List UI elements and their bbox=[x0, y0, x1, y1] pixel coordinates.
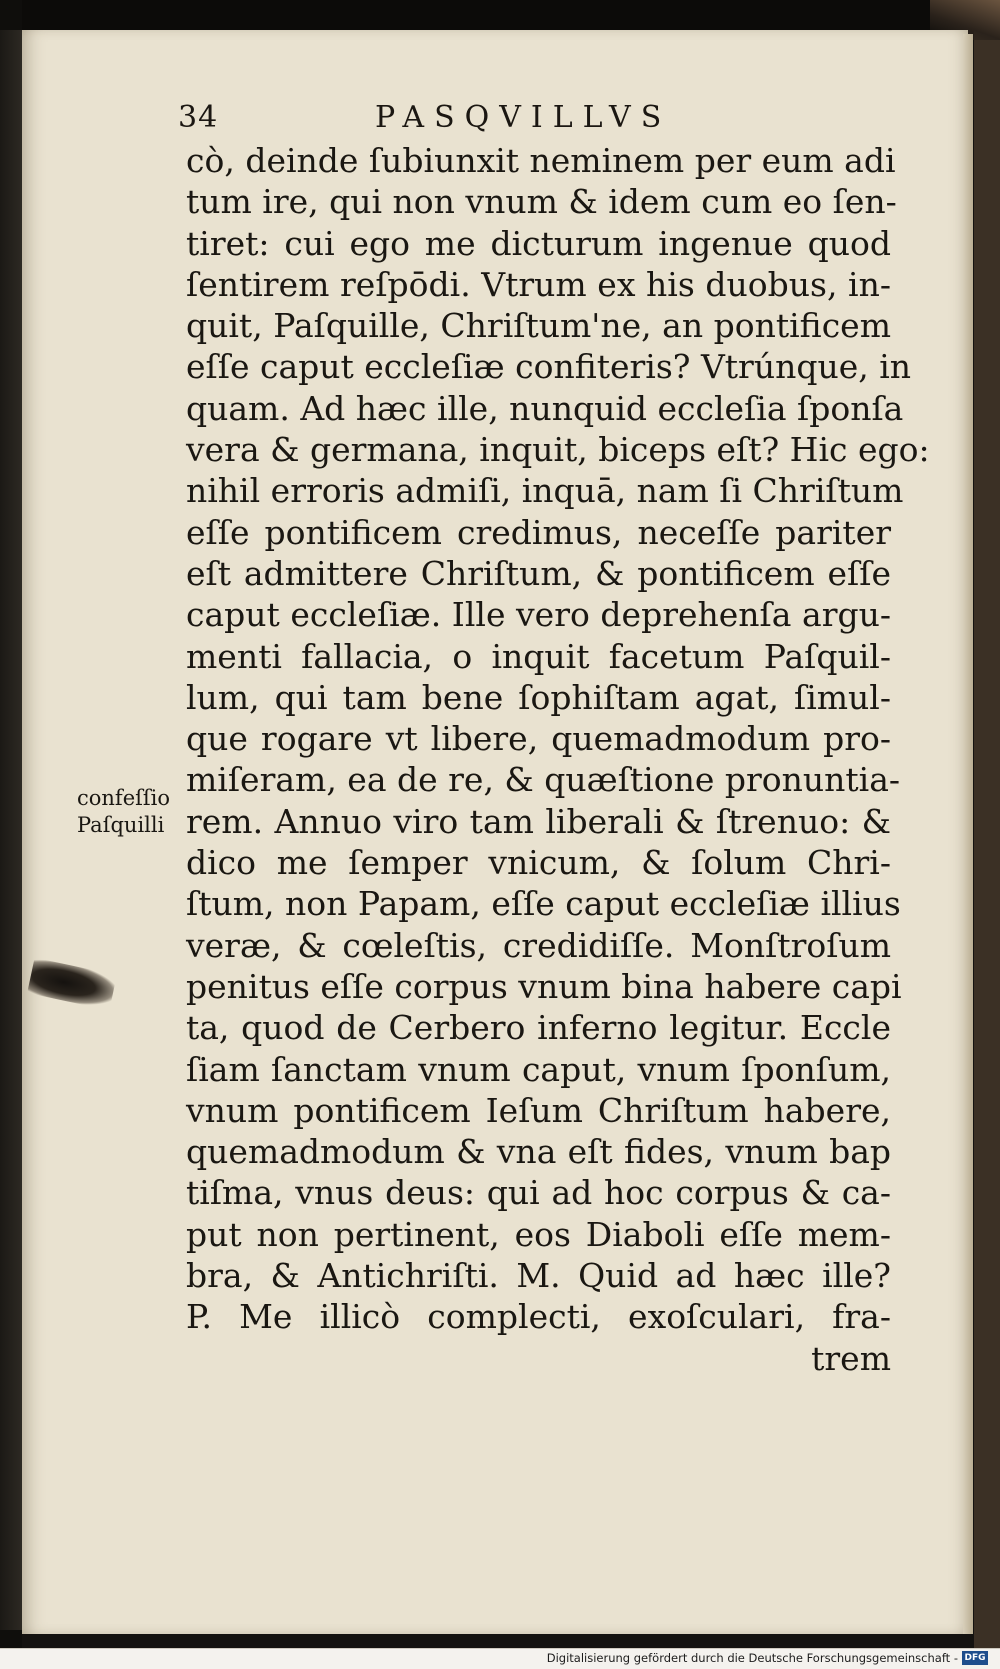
text-line: que rogare vt libere, quemadmodum pro- bbox=[186, 719, 891, 759]
text-line: tum ire, qui non vnum & idem cum eo ſen- bbox=[186, 182, 897, 222]
previous-leaf-edge bbox=[0, 30, 22, 1630]
text-line: rem. Annuo viro tam liberali & ſtrenuo: & bbox=[186, 801, 891, 841]
funding-credit: Digitalisierung gefördert durch die Deutsche Forschungsgemeinschaft - bbox=[546, 1651, 958, 1665]
text-line: eſſe pontificem credimus, neceſſe pariter bbox=[186, 512, 891, 552]
text-line: miſeram, ea de re, & quæſtione pronuntia- bbox=[186, 760, 901, 800]
text-line: caput eccleſiæ. Ille vero deprehenſa argu- bbox=[186, 595, 891, 635]
text-line: bra, & Antichriſti. M. Quid ad hæc ille? bbox=[186, 1256, 891, 1296]
text-line: eſſe caput eccleſiæ confiteris? Vtrúnque, in bbox=[186, 347, 912, 387]
dfg-logo: DFG bbox=[962, 1651, 988, 1665]
text-line: quemadmodum & vna eſt fides, vnum bap bbox=[186, 1132, 891, 1172]
text-line: tiret: cui ego me dicturum ingenue quod bbox=[186, 223, 891, 263]
page-header bbox=[170, 96, 790, 140]
marginal-note bbox=[77, 785, 187, 839]
marginal-note-line: Paſquilli bbox=[77, 813, 165, 837]
scan-frame-right bbox=[974, 0, 1000, 1668]
text-line: quit, Paſquille, Chriſtum'ne, an pontificem bbox=[186, 306, 891, 346]
text-line: ta, quod de Cerbero inferno legitur. Eccle bbox=[186, 1008, 891, 1048]
text-line: ſiam ſanctam vnum caput, vnum ſponſum, bbox=[186, 1049, 891, 1089]
text-line: menti fallacia, o inquit facetum Paſquil- bbox=[186, 636, 891, 676]
text-line: ſtum, non Papam, eſſe caput eccleſiæ illius bbox=[186, 884, 901, 924]
scan-frame-top bbox=[0, 0, 1000, 30]
text-line: nihil erroris admiſi, inquā, nam ſi Chriſtum bbox=[186, 471, 904, 511]
text-line: lum, qui tam bene ſophiſtam agat, ſimul- bbox=[186, 677, 891, 717]
text-line: vera & germana, inquit, biceps eſt? Hic ego: bbox=[186, 430, 930, 470]
text-line: P. Me illicò complecti, exoſculari, fra- bbox=[186, 1297, 891, 1337]
page-fore-edge bbox=[963, 34, 973, 1634]
page-number: 34 bbox=[178, 100, 219, 135]
text-line: quam. Ad hæc ille, nunquid eccleſia ſponſa bbox=[186, 388, 904, 428]
marginal-note-line: confeſſio bbox=[77, 786, 171, 810]
text-line: ſentirem reſpōdi. Vtrum ex his duobus, in- bbox=[186, 264, 891, 304]
text-line: vnum pontificem Ieſum Chriſtum habere, bbox=[186, 1090, 891, 1130]
text-line: tiſma, vnus deus: qui ad hoc corpus & ca- bbox=[186, 1173, 891, 1213]
running-head: PASQVILLVS bbox=[375, 100, 672, 135]
text-line: penitus eſſe corpus vnum bina habere capi bbox=[186, 966, 902, 1006]
text-line: dico me ſemper vnicum, & ſolum Chri- bbox=[186, 843, 891, 883]
text-line: cò, deinde ſubiunxit neminem per eum adi bbox=[186, 141, 896, 180]
text-line: veræ, & cœleſtis, credidiſſe. Monſtroſum bbox=[186, 925, 891, 965]
text-line: eſt admittere Chriſtum, & pontificem eſſe bbox=[186, 553, 891, 593]
catchword: trem bbox=[811, 1338, 891, 1378]
body-text bbox=[186, 140, 930, 1379]
text-line: put non pertinent, eos Diaboli eſſe mem- bbox=[186, 1214, 891, 1254]
